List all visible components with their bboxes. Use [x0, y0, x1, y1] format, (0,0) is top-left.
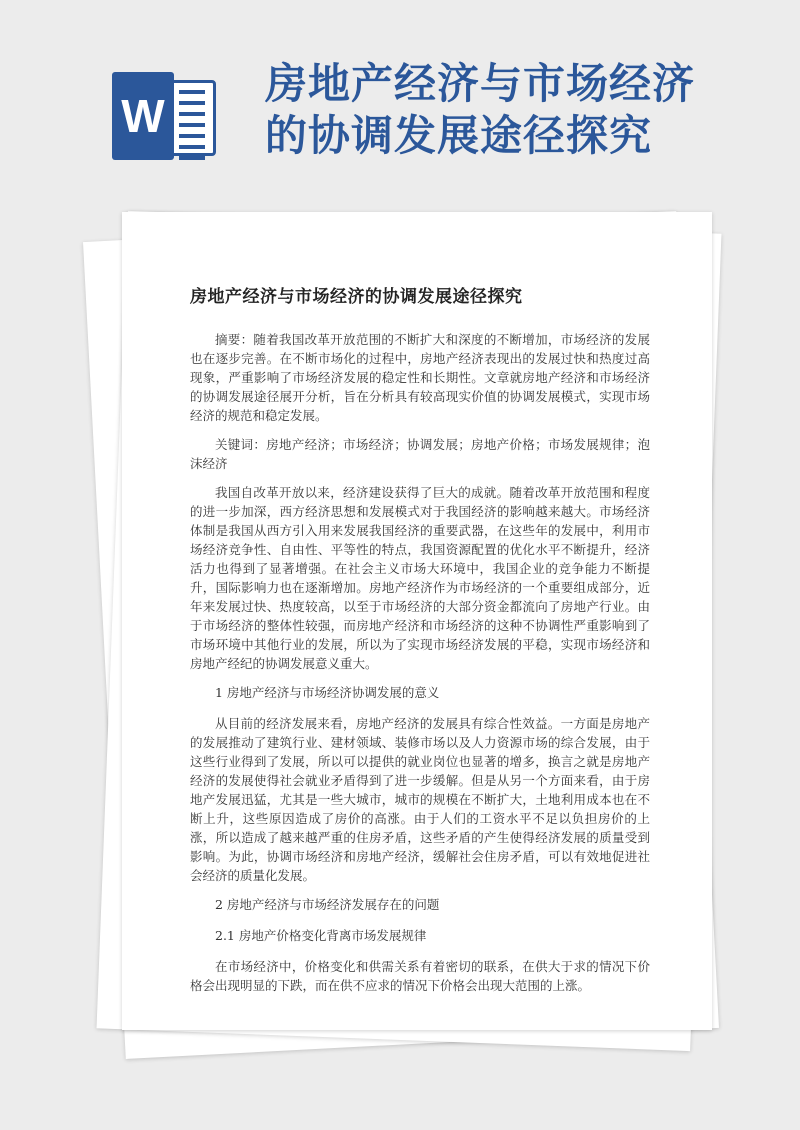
section-paragraph: 从目前的经济发展来看，房地产经济的发展具有综合性效益。一方面是房地产的发展推动了建筑行业、建材领域、装修市场以及人力资源市场的综合发展，由于这些行业得到了发展，所以可以提供的就业岗位也显著的增多，换言之就是房地产经济的发展使得社会就业矛盾得到了进一步缓解。但是从另一个方面来看，由于房地产发展迅猛，尤其是一些大城市，城市的规模在不断扩大，土地利用成本也在不断上升，这些原因造成了房价的高涨。由于人们的工资水平不足以负担房价的上涨，所以造成了越来越严重的住房矛盾，这些矛盾的产生使得经济发展的质量受到影响。为此，协调市场经济和房地产经济，缓解社会住房矛盾，可以有效地促进社会经济的质量化发展。 [190, 716, 650, 883]
abstract-paragraph: 摘要：随着我国改革开放范围的不断扩大和深度的不断增加，市场经济的发展也在逐步完善。在不断市场化的过程中，房地产经济表现出的发展过快和热度过高现象，严重影响了市场经济发展的稳定性和长期性。文章就房地产经济和市场经济的协调发展途径展开分析，旨在分析具有较高现实价值的协调发展模式，实现市场经济的规范和稳定发展。 [190, 332, 650, 423]
section-heading: 1 房地产经济与市场经济协调发展的意义 [215, 685, 440, 700]
document-page [122, 212, 712, 1030]
section-paragraph: 在市场经济中，价格变化和供需关系有着密切的联系，在供大于求的情况下价格会出现明显的下跌，而在供不应求的情况下价格会出现大范围的上涨。 [190, 959, 650, 993]
banner [0, 0, 800, 190]
banner-title-line1: 房地产经济与市场经济 [265, 59, 696, 108]
intro-paragraph: 我国自改革开放以来，经济建设获得了巨大的成就。随着改革开放范围和程度的进一步加深，西方经济思想和发展模式对于我国经济的影响越来越大。市场经济体制是我国从西方引入用来发展我国经济的重要武器，在这些年的发展中，利用市场经济竞争性、自由性、平等性的特点，我国资源配置的优化水平不断提升，经济活力也得到了显著增强。在社会主义市场大环境中，我国企业的竞争能力不断提升，国际影响力也在逐渐增加。房地产经济作为市场经济的一个重要组成部分，近年来发展过快、热度较高，以至于市场经济的大部分资金都流向了房地产行业。由于市场经济的整体性较强，而房地产经济和市场经济的这种不协调性严重影响到了市场环境中其他行业的发展，所以为了实现市场经济发展的平稳，实现市场经济和房地产经纪的协调发展意义重大。 [190, 485, 650, 671]
banner-title-line2: 的协调发展途径探究 [265, 111, 653, 160]
document-title: 房地产经济与市场经济的协调发展途径探究 [190, 287, 523, 307]
word-icon-letter: W [112, 72, 174, 160]
keywords-paragraph: 关键词：房地产经济；市场经济；协调发展；房地产价格；市场发展规律；泡沫经济 [190, 437, 650, 471]
subsection-heading: 2.1 房地产价格变化背离市场发展规律 [215, 928, 427, 943]
banner-title [265, 58, 745, 162]
word-icon [112, 66, 220, 164]
section-heading: 2 房地产经济与市场经济发展存在的问题 [215, 897, 440, 912]
document-body [190, 330, 650, 1005]
